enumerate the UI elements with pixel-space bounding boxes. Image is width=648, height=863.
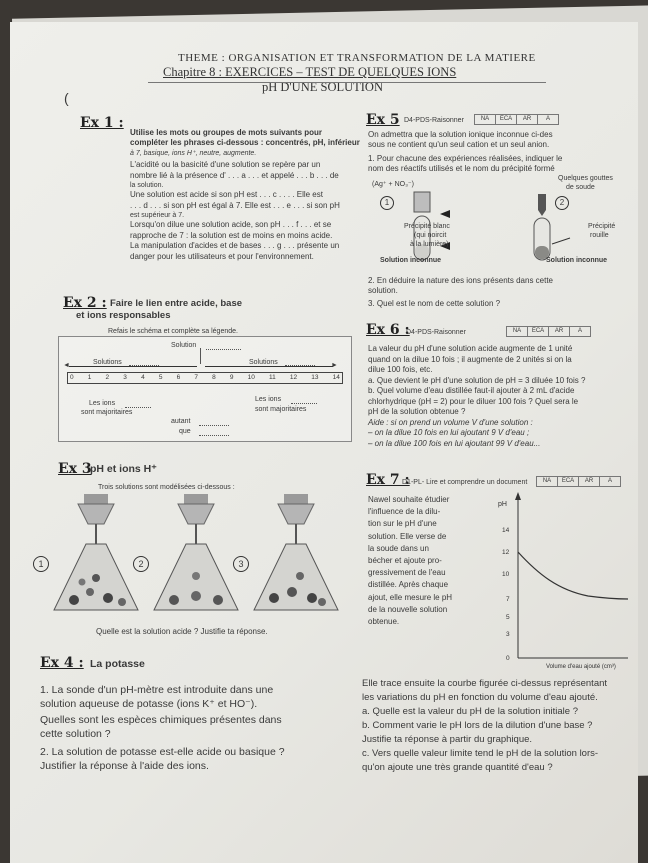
ex6-line: b. Quel volume d'eau distillée faut-il ajouter à 2 mL d'acide (368, 386, 575, 395)
ex6-line: chlorhydrique (pH = 2) pour le diluer 100 fois ? Quel sera le (368, 396, 579, 406)
ex7-code: D1-PL- Lire et comprendre un document (402, 479, 528, 486)
ex7-question-a: a. Quelle est la valeur du pH de la solution initiale ? (362, 706, 578, 717)
ex1-text (130, 160, 345, 262)
ex6-aide: – on la dilue 100 fois en lui ajoutant 99 V d'eau... (368, 438, 541, 448)
y-tick-label: 10 (502, 571, 510, 578)
ex1-intro-1: Utilise les mots ou groupes de mots suivants pour (130, 128, 323, 137)
ph-tick: 2 (105, 374, 110, 381)
ex3-question: Quelle est la solution acide ? Justifie ta réponse. (96, 627, 268, 636)
rating-a: A (599, 477, 620, 486)
rating-na: NA (542, 478, 552, 484)
ex6-line: dilue 100 fois, etc. (368, 365, 433, 374)
ph-tick: 6 (176, 374, 181, 381)
ex1-line: danger pour les utilisateurs et pour l'environnement. (130, 251, 314, 261)
ex4-title: Ex 4 : (40, 655, 84, 671)
y-axis-arrow (515, 492, 521, 500)
ph-dilution-graph (488, 490, 634, 670)
precipitate-1-line2: (qui noircit (414, 232, 447, 239)
ex4-q1-line3: Quelles sont les espèces chimiques présentes dans (40, 714, 282, 726)
ex6-title: Ex 6 : (366, 322, 410, 338)
ph-scale-bar (67, 372, 343, 384)
ex4-q1-line1: 1. La sonde d'un pH-mètre est introduite dans une (40, 684, 274, 696)
ex4-q2-line1: 2. La solution de potasse est-elle acide ou basique ? (40, 746, 285, 758)
reagent-1: (Ag⁺ + NO₃⁻) (372, 181, 414, 188)
ex3-intro: Trois solutions sont modélisées ci-dessous : (98, 484, 235, 491)
ex1-line: la solution. (130, 182, 164, 189)
ex5-q1-1: 1. Pour chacune des expériences réalisées, indiquer le (368, 154, 563, 163)
flask-1 (54, 494, 138, 610)
ex4-heading: La potasse (90, 658, 145, 670)
reagent-2-line2: de soude (566, 184, 595, 191)
x-axis-label: Volume d'eau ajouté (cm³) (546, 664, 616, 670)
left-ions-label: Les ions (89, 400, 116, 407)
ex7-line: la soude dans un (368, 543, 429, 553)
ex7-title: Ex 7 : (366, 472, 410, 488)
rating-ar: AR (578, 477, 599, 486)
worksheet-page (10, 22, 638, 863)
arrow-right-head: ► (331, 362, 338, 369)
arrow-right-line (205, 366, 333, 367)
ex1-title: Ex 1 : (80, 115, 124, 131)
ex5-q3: 3. Quel est le nom de cette solution ? (368, 299, 501, 308)
ph-tick: 14 (332, 374, 340, 381)
precipitate-1-line3: à la lumière) (410, 241, 449, 248)
label-solutions-right: Solutions (249, 359, 278, 366)
rating-a: A (537, 115, 558, 124)
ex7-after-line: les variations du pH en fonction du volume d'eau ajouté. (362, 692, 598, 703)
tube-2 (534, 194, 570, 260)
y-tick-label: 5 (506, 614, 510, 621)
blank (291, 403, 317, 404)
ex1-line: Lorsqu'on dilue une solution acide, son pH . . . f . . . et se (130, 220, 332, 229)
ph-tick: 4 (141, 374, 145, 381)
ex6-line: pH de la solution obtenue ? (368, 407, 466, 416)
ex5-intro-1: On admettra que la solution ionique inconnue ci-des (368, 130, 553, 139)
ex2-instruction: Refais le schéma et complète sa légende. (108, 328, 238, 335)
reagent-2-line1: Quelques gouttes (558, 175, 613, 182)
flask-3-label: 3 (233, 556, 249, 572)
flask-2 (154, 494, 238, 610)
ex5-title: Ex 5 (366, 112, 400, 128)
y-tick-label: 0 (506, 655, 510, 662)
rating-eca: ECA (557, 477, 578, 486)
ex1-line: nombre lié à la présence d' . . . a . . . et appelé . . . b . . . de (130, 170, 339, 180)
arrow-left-head: ◄ (63, 362, 70, 369)
bracket-mark: ( (64, 90, 69, 106)
y-tick-label: 12 (502, 549, 510, 556)
ex7-question-c: c. Vers quelle valeur limite tend le pH de la solution lors- (362, 748, 599, 759)
right-ions-label: Les ions (255, 396, 282, 403)
ex5-q2-2: solution. (368, 286, 398, 295)
ex6-line: a. Que devient le pH d'une solution de pH = 3 diluée 10 fois ? (368, 375, 586, 385)
ex7-line: de la nouvelle solution (368, 604, 448, 614)
blank (199, 425, 229, 426)
ex1-intro-2: compléter les phrases ci-dessous : concentrés, pH, inférieur (130, 138, 360, 147)
ex7-rating (536, 476, 621, 487)
y-tick-label: 14 (502, 527, 510, 534)
flask-1-label: 1 (33, 556, 49, 572)
ph-tick: 13 (311, 374, 319, 381)
ex5-q1-2: nom des réactifs utilisés et le nom du précipité formé (368, 164, 555, 173)
ex6-aide: – on la dilue 10 fois en lui ajoutant 9 V d'eau ; (368, 428, 530, 437)
ex7-question-b: b. Comment varie le pH lors de la dilution d'une base ? (362, 720, 593, 731)
rating-na: NA (480, 116, 490, 122)
ex7-after-line: Elle trace ensuite la courbe figurée ci-dessus représentant (362, 678, 608, 689)
blank (199, 435, 229, 436)
ph-tick: 3 (123, 374, 127, 381)
chapter-title: Chapitre 8 : EXERCICES – TEST DE QUELQUES IONS (163, 65, 457, 79)
ph-tick: 7 (194, 374, 198, 381)
three-flasks-illustration (46, 490, 352, 618)
rating-ar: AR (516, 115, 537, 124)
ex7-after-line: qu'on ajoute une très grande quantité d'eau ? (362, 762, 553, 773)
ph-tick: 10 (247, 374, 255, 381)
ex6-line: La valeur du pH d'une solution acide augmente de 1 unité (368, 344, 573, 353)
ex3-title: Ex 3 (58, 461, 92, 477)
ex2-heading-1: Faire le lien entre acide, base (110, 298, 243, 309)
ph-tick: 8 (212, 374, 216, 381)
ex7-line: tion sur le pH d'une (368, 519, 437, 529)
ex1-line: Une solution est acide si son pH est . . . c . . . . Elle est (130, 190, 323, 199)
label-autant: autant (171, 418, 191, 425)
ex6-rating (506, 326, 591, 337)
precipitate-1-line1: Précipité blanc (404, 223, 450, 230)
ex7-line: bécher et ajoute pro- (368, 556, 442, 566)
blank (206, 349, 241, 350)
ex1-line: La manipulation d'acides et de bases . . . g . . . présente un (130, 241, 340, 250)
ph-tick: 0 (70, 374, 74, 381)
left-ions-majoritaires: sont majoritaires (81, 409, 133, 416)
rating-eca: ECA (495, 115, 516, 124)
label-solution: Solution (171, 342, 197, 349)
ex7-after-line: Justifie ta réponse à partir du graphique. (362, 734, 533, 745)
ex2-title: Ex 2 : (63, 295, 107, 311)
theme-title: THEME : ORGANISATION ET TRANSFORMATION DE LA MATIERE (178, 52, 536, 64)
ex6-line: quand on la dilue 10 fois ; il augmente de 2 unités si on la (368, 354, 572, 364)
rating-a: A (569, 327, 590, 336)
ph-scale-numbers (68, 373, 342, 383)
ph-scale-diagram (58, 336, 352, 442)
unknown-solution-2: Solution inconnue (546, 257, 608, 264)
ex7-line: ajout, elle mesure le pH (368, 592, 453, 602)
rating-eca: ECA (527, 327, 548, 336)
ex3-heading: pH et ions H⁺ (90, 463, 157, 475)
precipitate-2-line2: rouille (590, 232, 609, 239)
rating-ar: AR (548, 327, 569, 336)
ex1-line: L'acidité ou la basicité d'une solution se repère par un (130, 160, 321, 169)
tube-2-label: 2 (555, 196, 569, 210)
ph-curve (518, 552, 628, 599)
neutral-tick (200, 348, 201, 364)
ex2-heading-2: et ions responsables (76, 310, 171, 321)
ex5-intro-2: sous ne contient qu'un seul cation et un seul anion. (368, 140, 550, 149)
ex1-line: rapproche de 7 : la solution est de moins en moins acide. (130, 230, 333, 240)
ex4-q1-line2: solution aqueuse de potasse (ions K⁺ et HO⁻). (40, 698, 258, 710)
ex7-after (362, 678, 607, 774)
ph-tick: 12 (289, 374, 298, 381)
ex1-line: est supérieur à 7. (130, 212, 185, 219)
ex4-q1-line4: cette solution ? (40, 728, 111, 740)
ex4-q2-line2: Justifier la réponse à l'aide des ions. (40, 760, 209, 772)
ex1-intro-3: à 7, basique, ions H⁺, neutre, augmente. (130, 150, 257, 157)
y-tick-label: 3 (506, 631, 510, 638)
tube-1-label: 1 (380, 196, 394, 210)
arrow-left-line (69, 366, 197, 367)
flask-3 (254, 494, 338, 610)
ph-tick: 9 (229, 374, 234, 381)
ex5-code: D4-PDS-Raisonner (404, 117, 464, 124)
ex7-line: Nawel souhaite étudier (368, 495, 450, 504)
ph-tick: 11 (269, 374, 276, 381)
ex6-aide: Aide : si on prend un volume V d'une solution : (368, 417, 533, 427)
page-subtitle: pH D'UNE SOLUTION (262, 80, 383, 94)
flask-2-label: 2 (133, 556, 149, 572)
y-axis-label: pH (498, 501, 507, 508)
ph-tick: 5 (158, 374, 163, 381)
ex7-text (368, 494, 452, 628)
ex1-line: . . . d . . . si son pH est égal à 7. Elle est . . . e . . . si son pH (130, 200, 340, 210)
ph-tick: 1 (87, 374, 92, 381)
ex7-line: distillée. Après chaque (368, 580, 449, 590)
unknown-solution-1: Solution inconnue (380, 257, 442, 264)
ex7-line: l'influence de la dilu- (368, 507, 441, 517)
precipitate-2-line1: Précipité (588, 223, 616, 230)
label-que: que (179, 428, 191, 435)
ex7-line: obtenue. (368, 617, 400, 627)
rating-na: NA (512, 328, 522, 334)
ex5-q2-1: 2. En déduire la nature des ions présents dans cette (368, 276, 554, 285)
ex7-line: solution. Elle verse de (368, 531, 447, 541)
right-ions-majoritaires: sont majoritaires (255, 406, 307, 413)
header-rule (148, 82, 546, 83)
ex7-line: gressivement de l'eau (368, 568, 446, 578)
ex6-text (368, 344, 585, 449)
ex6-code: D4-PDS-Raisonner (406, 329, 466, 336)
label-solutions-left: Solutions (93, 359, 122, 366)
y-tick-label: 7 (506, 596, 510, 603)
ex5-rating (474, 114, 559, 125)
